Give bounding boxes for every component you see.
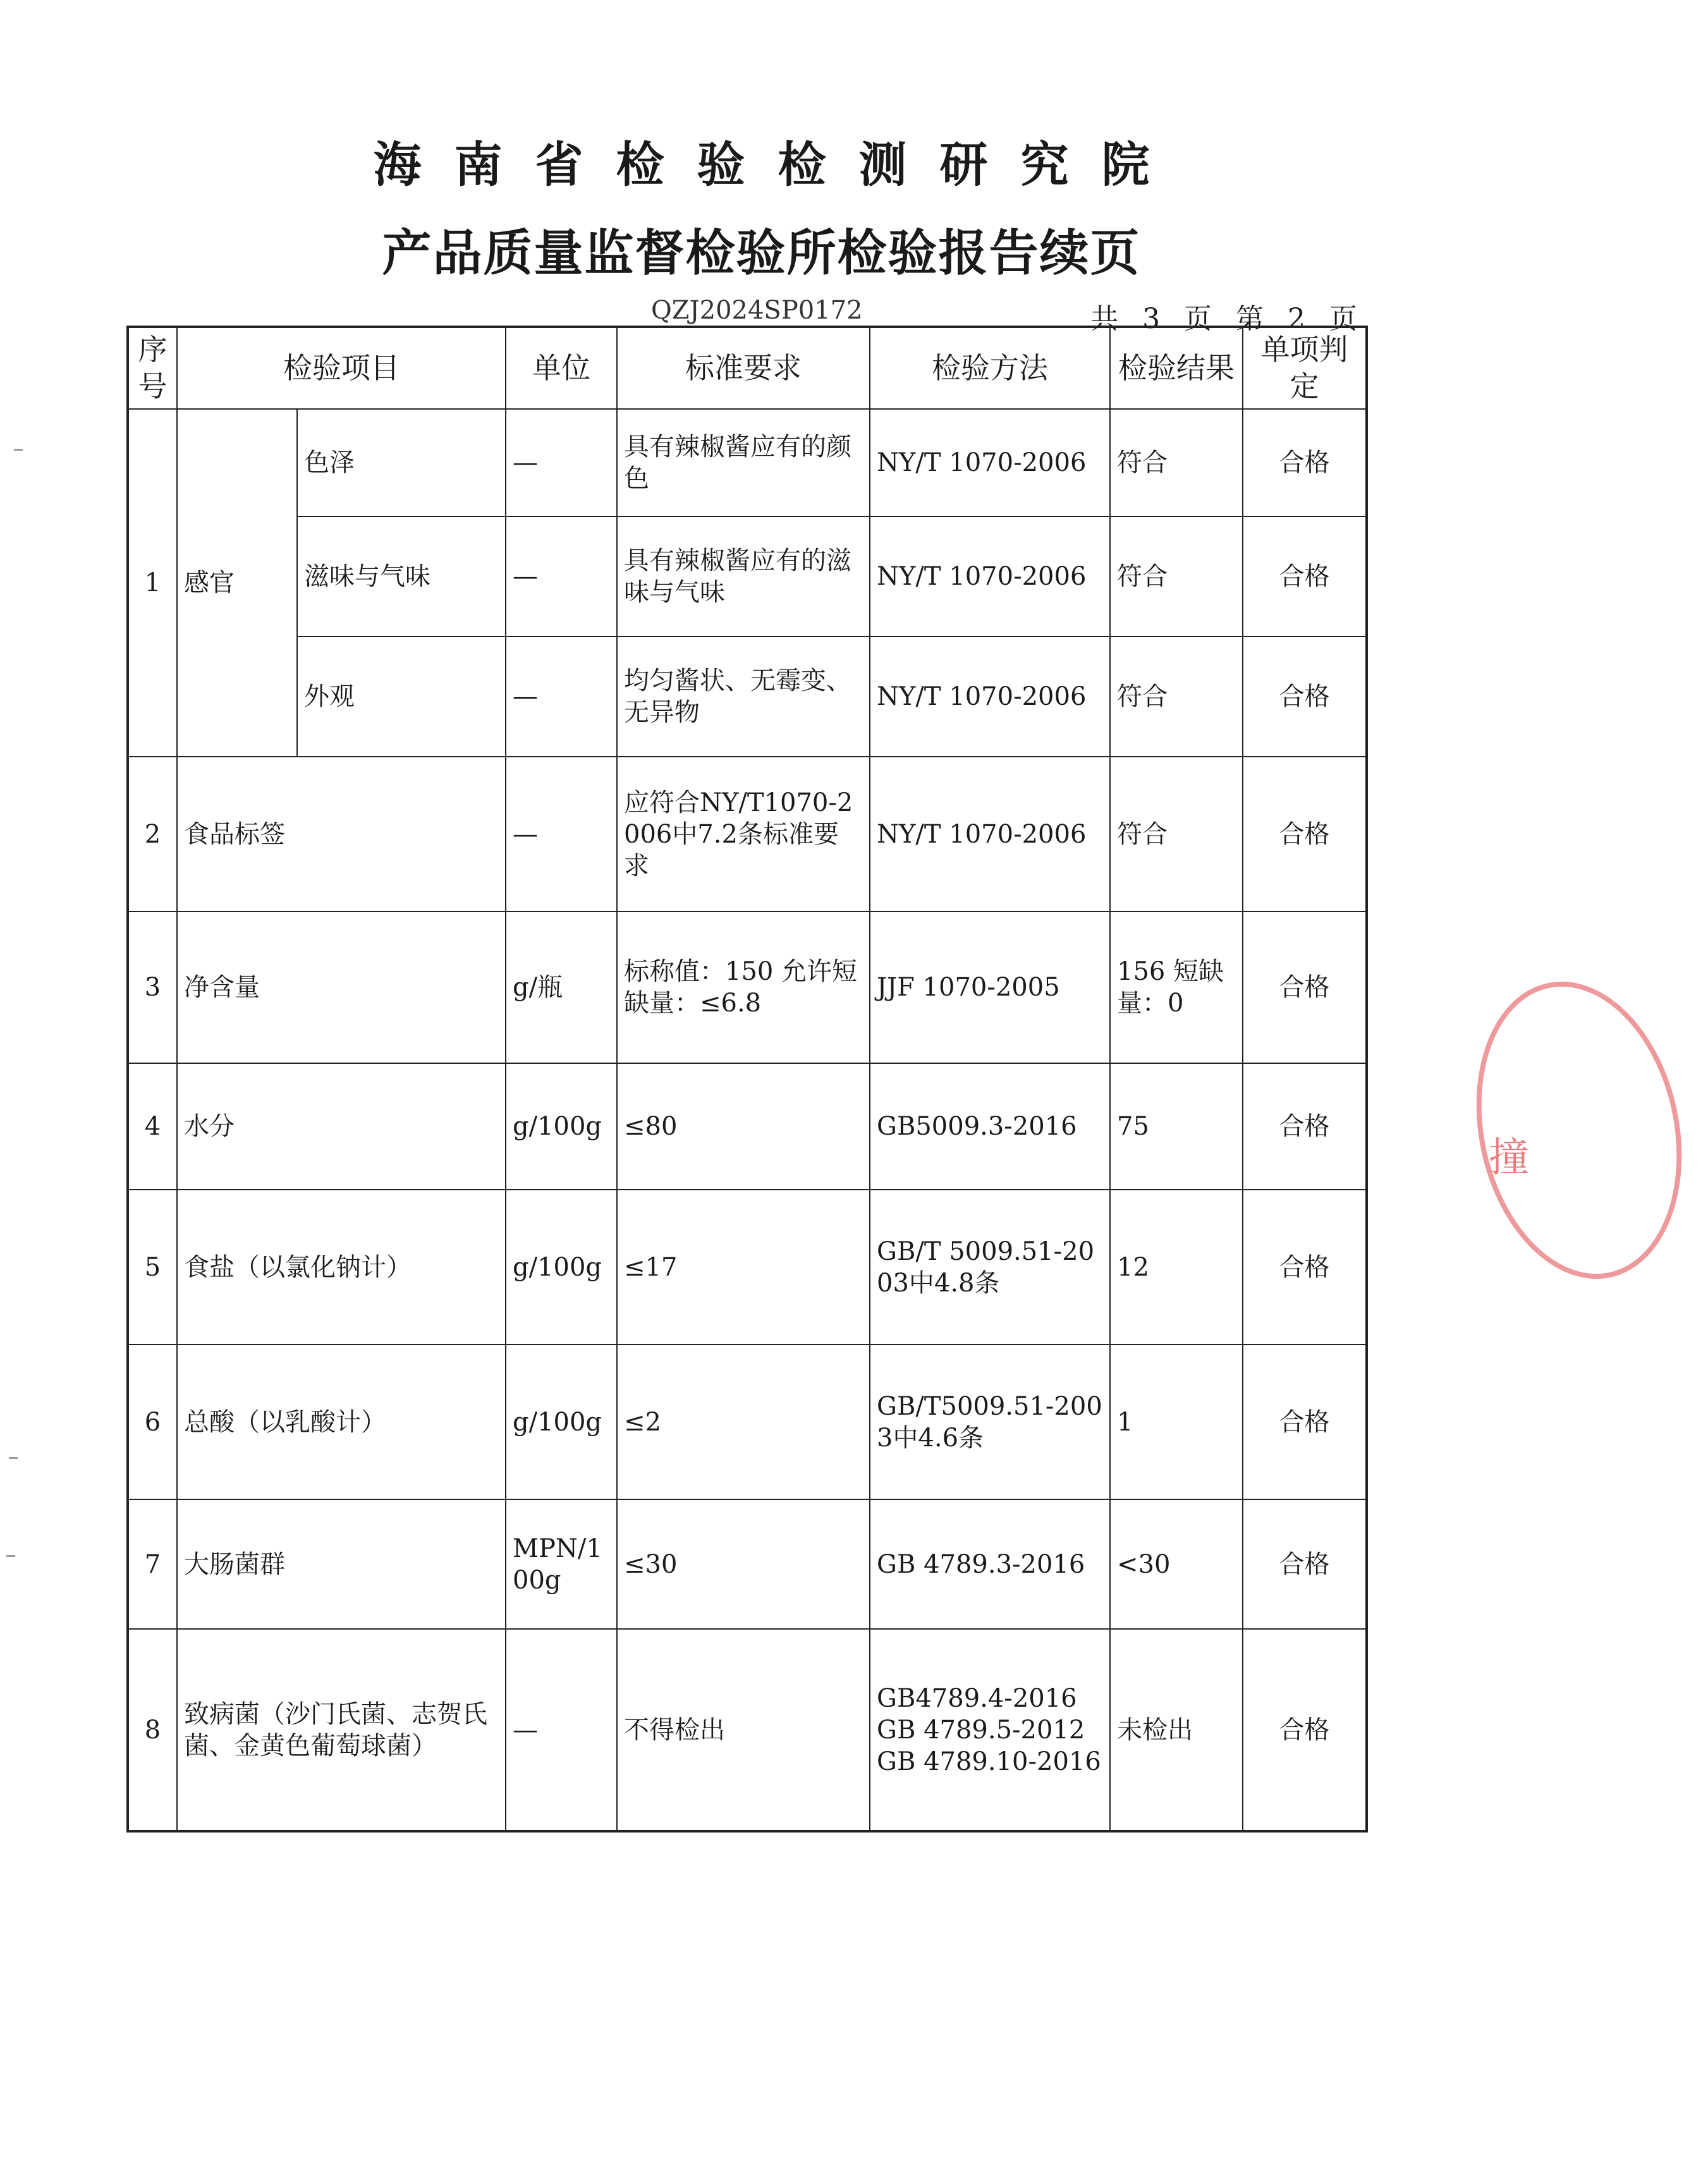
- row-method: GB4789.4-2016 GB 4789.5-2012 GB 4789.10-2016: [870, 1629, 1110, 1831]
- row-method: GB5009.3-2016: [870, 1063, 1110, 1190]
- header-unit: 单位: [506, 327, 617, 409]
- row-standard: 不得检出: [617, 1629, 870, 1831]
- row-result: 符合: [1110, 409, 1243, 516]
- table-row: [128, 1190, 1367, 1345]
- page-info: 共 3 页 第 2 页: [1090, 303, 1365, 335]
- row-unit: MPN/100g: [506, 1499, 617, 1629]
- row-method: GB/T5009.51-2003中4.6条: [870, 1345, 1110, 1499]
- row-unit: g/瓶: [506, 912, 617, 1063]
- row-result: 符合: [1110, 516, 1243, 637]
- row-seq: 2: [128, 757, 177, 912]
- seal-text: 撞: [1489, 1135, 1529, 1181]
- row-method: GB/T 5009.51-2003中4.8条: [870, 1190, 1110, 1345]
- row-seq: 6: [128, 1345, 177, 1499]
- row-item: 致病菌（沙门氏菌、志贺氏菌、金黄色葡萄球菌）: [177, 1629, 506, 1831]
- row-result: <30: [1110, 1499, 1243, 1629]
- row-unit: g/100g: [506, 1345, 617, 1499]
- row-item: 大肠菌群: [177, 1499, 506, 1629]
- header-method: 检验方法: [870, 327, 1110, 409]
- table-header-row: [128, 327, 1367, 409]
- header-judgment: 单项判定: [1243, 327, 1367, 409]
- table-row: [128, 1629, 1367, 1831]
- row-subitem: 色泽: [297, 409, 506, 516]
- row-unit: —: [506, 516, 617, 637]
- row-result: 75: [1110, 1063, 1243, 1190]
- row-method: JJF 1070-2005: [870, 912, 1110, 1063]
- row-item: 感官: [177, 409, 297, 757]
- row-unit: —: [506, 637, 617, 757]
- row-unit: g/100g: [506, 1063, 617, 1190]
- row-standard: 标称值：150 允许短缺量：≤6.8: [617, 912, 870, 1063]
- table-row: [128, 757, 1367, 912]
- row-standard: 具有辣椒酱应有的滋味与气味: [617, 516, 870, 637]
- row-standard: ≤80: [617, 1063, 870, 1190]
- row-subitem: 外观: [297, 637, 506, 757]
- row-item: 水分: [177, 1063, 506, 1190]
- row-standard: 均匀酱状、无霉变、无异物: [617, 637, 870, 757]
- header-seq: 序号: [128, 327, 177, 409]
- row-item: 净含量: [177, 912, 506, 1063]
- row-method: NY/T 1070-2006: [870, 516, 1110, 637]
- row-judgment: 合格: [1243, 637, 1367, 757]
- table-row: [128, 409, 1367, 516]
- row-seq: 4: [128, 1063, 177, 1190]
- row-item: 总酸（以乳酸计）: [177, 1345, 506, 1499]
- header-result: 检验结果: [1110, 327, 1243, 409]
- report-title: 产品质量监督检验所检验报告续页: [382, 225, 1141, 282]
- row-seq: 8: [128, 1629, 177, 1831]
- table-row: [128, 1063, 1367, 1190]
- table-row: [128, 637, 1367, 757]
- row-seq: 1: [128, 409, 177, 757]
- report-number: QZJ2024SP0172: [651, 296, 863, 325]
- row-item: 食盐（以氯化钠计）: [177, 1190, 506, 1345]
- row-method: NY/T 1070-2006: [870, 637, 1110, 757]
- row-result: 1: [1110, 1345, 1243, 1499]
- row-seq: 7: [128, 1499, 177, 1629]
- row-judgment: 合格: [1243, 1063, 1367, 1190]
- row-standard: ≤2: [617, 1345, 870, 1499]
- row-judgment: 合格: [1243, 912, 1367, 1063]
- row-judgment: 合格: [1243, 1629, 1367, 1831]
- row-standard: 具有辣椒酱应有的颜色: [617, 409, 870, 516]
- row-judgment: 合格: [1243, 516, 1367, 637]
- organization-name: 海南省检验检测研究院: [373, 137, 1183, 193]
- row-seq: 3: [128, 912, 177, 1063]
- row-result: 符合: [1110, 637, 1243, 757]
- row-standard: ≤17: [617, 1190, 870, 1345]
- row-unit: —: [506, 757, 617, 912]
- row-method: GB 4789.3-2016: [870, 1499, 1110, 1629]
- row-judgment: 合格: [1243, 1499, 1367, 1629]
- row-standard: ≤30: [617, 1499, 870, 1629]
- scan-mark: [6, 1555, 15, 1557]
- row-unit: g/100g: [506, 1190, 617, 1345]
- row-result: 未检出: [1110, 1629, 1243, 1831]
- header-standard: 标准要求: [617, 327, 870, 409]
- row-method: NY/T 1070-2006: [870, 757, 1110, 912]
- row-method: NY/T 1070-2006: [870, 409, 1110, 516]
- row-judgment: 合格: [1243, 1345, 1367, 1499]
- header-item: 检验项目: [177, 327, 506, 409]
- row-item: 食品标签: [177, 757, 506, 912]
- table-row: [128, 1499, 1367, 1629]
- row-result: 12: [1110, 1190, 1243, 1345]
- scan-mark: [9, 1457, 18, 1459]
- row-subitem: 滋味与气味: [297, 516, 506, 637]
- table-row: [128, 912, 1367, 1063]
- row-unit: —: [506, 409, 617, 516]
- row-result: 156 短缺量：0: [1110, 912, 1243, 1063]
- row-judgment: 合格: [1243, 1190, 1367, 1345]
- scan-mark: [14, 449, 23, 451]
- row-result: 符合: [1110, 757, 1243, 912]
- row-seq: 5: [128, 1190, 177, 1345]
- table-row: [128, 516, 1367, 637]
- row-judgment: 合格: [1243, 757, 1367, 912]
- inspection-table: [126, 326, 1368, 1833]
- row-unit: —: [506, 1629, 617, 1831]
- row-standard: 应符合NY/T1070-2006中7.2条标准要求: [617, 757, 870, 912]
- table-row: [128, 1345, 1367, 1499]
- row-judgment: 合格: [1243, 409, 1367, 516]
